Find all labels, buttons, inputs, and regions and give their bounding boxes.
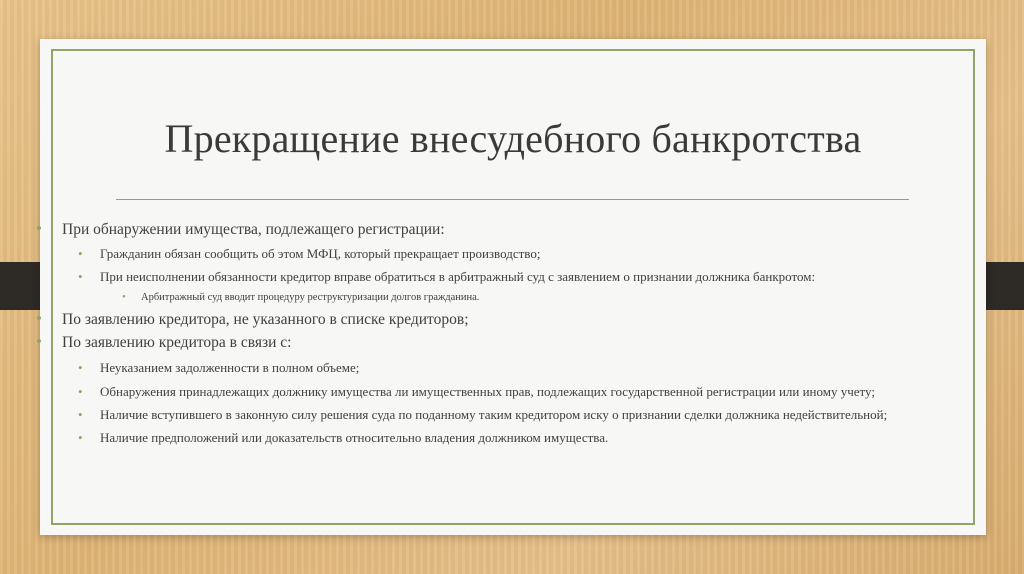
title-divider [116, 199, 909, 200]
bullet-text: Неуказанием задолженности в полном объеме; [100, 360, 360, 375]
bullet-item [78, 407, 888, 423]
bullet-text: По заявлению кредитора, не указанного в списке кредиторов; [62, 311, 469, 328]
bullet-text: По заявлению кредитора в связи с: [62, 334, 292, 351]
bullet-item [36, 219, 445, 239]
bullet-item [78, 269, 816, 285]
bullet-item [78, 360, 360, 376]
bullet-dot-icon: • [36, 332, 42, 351]
bullet-dot-icon: • [78, 407, 83, 422]
bullet-item [36, 309, 469, 329]
bullet-text: Гражданин обязан сообщить об этом МФЦ, который прекращает производство; [100, 246, 541, 261]
bullet-item [36, 332, 292, 352]
bullet-item [78, 246, 541, 262]
bullet-text: Наличие вступившего в законную силу решения суда по поданному таким кредитором иску о признании сделки должника недействительной; [100, 407, 888, 422]
bullet-item [122, 291, 480, 303]
bullet-dot-icon: • [36, 309, 42, 328]
bullet-text: При обнаружении имущества, подлежащего регистрации: [62, 221, 445, 238]
bullet-text: Наличие предположений или доказательств относительно владения должником имущества. [100, 430, 609, 445]
bullet-item [78, 384, 875, 400]
bullet-text: Обнаружения принадлежащих должнику имущества ли имущественных прав, подлежащих государственной регистрации или иному учету; [100, 384, 875, 399]
bullet-text: Арбитражный суд вводит процедуру реструктуризации долгов гражданина. [141, 292, 480, 303]
bullet-dot-icon: • [78, 269, 83, 284]
bullet-dot-icon: • [78, 360, 83, 375]
bullet-dot-icon: • [122, 291, 126, 303]
bullet-dot-icon: • [78, 384, 83, 399]
slide-title: Прекращение внесудебного банкротства [164, 116, 862, 161]
slide [36, 39, 986, 535]
bullet-dot-icon: • [78, 246, 83, 261]
bullet-item [78, 430, 609, 446]
bullet-dot-icon: • [78, 430, 83, 445]
bullet-dot-icon: • [36, 219, 42, 238]
bullet-text: При неисполнении обязанности кредитор вправе обратиться в арбитражный суд с заявлением о признании должника банкротом: [100, 269, 816, 284]
